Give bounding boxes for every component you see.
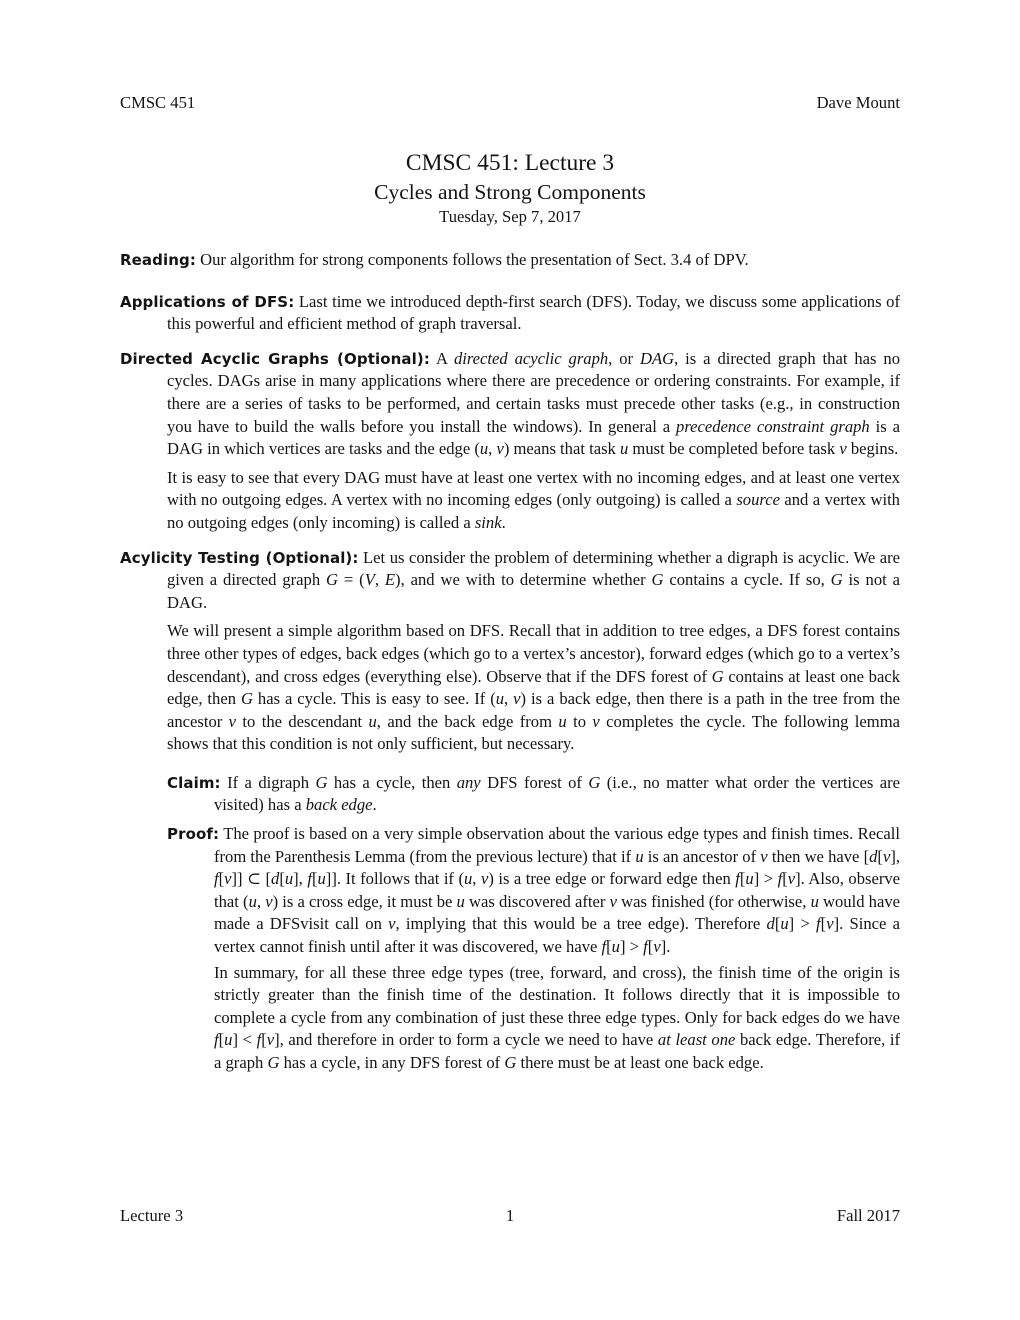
dag-text: A directed acyclic graph, or DAG, is a directed graph that has no cycles. DAGs arise in many applications where there are precedence or ordering constraints. For example, if there are a series of tasks to be performed, and certain tasks must precede other tasks (e.g., in construction you have to build the walls before you install the windows). In general a precedence constraint graph is a DAG in which vertices are tasks and the edge (u, v) means that task u must be completed before task v begins. (167, 348, 900, 459)
applications-paragraph (120, 291, 900, 336)
applications-label: Applications of DFS: (120, 292, 295, 311)
claim-text: If a digraph G has a cycle, then any DFS forest of G (i.e., no matter what order the vertices are visited) has a back edge. (214, 772, 900, 815)
dag-label: Directed Acyclic Graphs (Optional): (120, 349, 430, 368)
header-course: CMSC 451 (120, 93, 196, 112)
reading-text: Our algorithm for strong components follows the presentation of Sect. 3.4 of DPV. (200, 250, 749, 269)
proof-paragraph (167, 823, 900, 959)
proof-label: Proof: (167, 825, 220, 844)
document-body (120, 249, 900, 1075)
acyclicity-paragraph (120, 547, 900, 615)
acyclicity-label: Acylicity Testing (Optional): (120, 548, 359, 567)
proof-text: The proof is based on a very simple observation about the various edge types and finish times. Recall from the Parenthesis Lemma (from the previous lecture) that if u is an ancestor of v then we have [d[v], f[v]] ⊂ [d[u], f[u]]. It follows that if (u, v) is a tree edge or forward edge then f[u] > f[v]. Also, observe that (u, v) is a cross edge, it must be u was discovered after v was finished (for otherwise, u would have made a DFSvisit call on v, implying that this would be a tree edge). Therefore d[u] > f[v]. Since a vertex cannot finish until after it was discovered, we have f[u] > f[v]. (214, 824, 901, 957)
proof-paragraph-2: In summary, for all these three edge types (tree, forward, and cross), the finish time of the origin is strictly greater than the finish time of the destination. It follows directly that it is impossible to complete a cycle from any combination of just these three edge types. Only for back edges do we have f[u] < f[v], and therefore in order to form a cycle we need to have at least one back edge. Therefore, if a graph G has a cycle, in any DFS forest of G there must be at least one back edge. (214, 962, 900, 1072)
dag-paragraph-2: It is easy to see that every DAG must have at least one vertex with no incoming edges, and at least one vertex with no outgoing edges. A vertex with no incoming edges (only outgoing) is called a source and a vertex with no outgoing edges (only incoming) is called a sink. (167, 467, 900, 532)
page-number: 1 (505, 1206, 515, 1225)
page-footer (120, 1205, 900, 1229)
claim-label: Claim: (167, 773, 221, 792)
page-title: CMSC 451: Lecture 3 (405, 150, 615, 176)
header-author: Dave Mount (816, 93, 900, 112)
claim-paragraph (167, 772, 900, 817)
page-subtitle: Cycles and Strong Components (374, 180, 646, 204)
lecture-date: Tuesday, Sep 7, 2017 (439, 207, 581, 226)
acyclicity-paragraph-2: We will present a simple algorithm based on DFS. Recall that in addition to tree edges, a DFS forest contains three other types of edges, back edges (which go to a vertex’s ancestor), forward edges (which go to a vertex’s descendant), and cross edges (everything else). Observe that if the DFS forest of G contains at least one back edge, then G has a cycle. This is easy to see. If (u, v) is a back edge, then there is a path in the tree from the ancestor v to the descendant u, and the back edge from u to v completes the cycle. The following lemma shows that this condition is not only sufficient, but necessary. (167, 621, 901, 754)
footer-term: Fall 2017 (836, 1206, 900, 1225)
reading-label: Reading: (120, 251, 196, 269)
applications-text: Last time we introduced depth-first search (DFS). Today, we discuss some applications of this powerful and efficient method of graph traversal. (167, 291, 900, 334)
dag-paragraph (120, 348, 900, 461)
title-block (120, 148, 900, 228)
claim-proof-block (120, 772, 900, 1075)
footer-lecture: Lecture 3 (120, 1206, 184, 1225)
acyclicity-text: Let us consider the problem of determining whether a digraph is acyclic. We are given a directed graph G = (V, E), and we with to determine whether G contains a cycle. If so, G is not a DAG. (167, 547, 901, 612)
reading-paragraph (120, 249, 900, 272)
running-header (120, 92, 900, 116)
